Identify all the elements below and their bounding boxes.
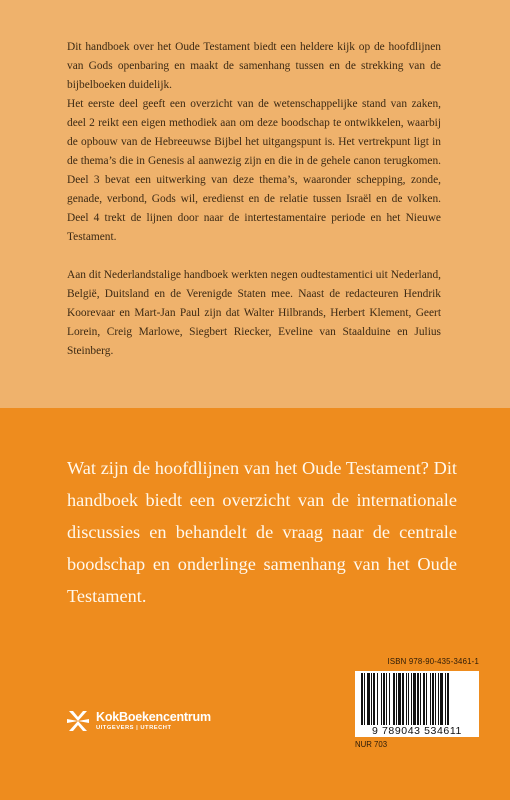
publisher-subtitle: UITGEVERS | UTRECHT — [96, 725, 172, 731]
publisher-name: KokBoekencentrum — [96, 710, 211, 724]
tagline: Wat zijn de hoofdlijnen van het Oude Testament? Dit handboek biedt een overzicht van de internationale discussies en behandelt de vraag naar de centrale boodschap en onderlinge samenhang van het Oude Testament. — [67, 458, 457, 606]
barcode-bar — [367, 673, 370, 725]
barcode-bar — [396, 673, 397, 725]
barcode-bar — [398, 673, 401, 725]
barcode-bar — [377, 673, 378, 725]
barcode-bar — [389, 673, 390, 725]
barcode-digits: 9 789043 534611 — [355, 725, 479, 737]
barcode-bar — [386, 673, 387, 725]
barcode-bar — [408, 673, 409, 725]
blurb-text — [67, 38, 441, 361]
blurb-paragraph-3: Aan dit Nederlandstalige handboek werkten negen oudtestamentici uit Nederland, België, Duitsland en de Verenigde Staten mee. Naast de redacteuren Hendrik Koorevaar en Mart-Jan Paul zijn dat Walter Hilbrands, Herbert Klement, Geert Lorein, Creig Marlowe, Siegbert Riecker, Eveline van Staalduine en Julius Steinberg. — [67, 269, 441, 357]
barcode-bar — [364, 673, 365, 733]
barcode-bar — [361, 673, 363, 733]
barcode-bar — [426, 673, 427, 725]
barcode-bar — [371, 673, 372, 725]
barcode-bar — [402, 673, 404, 725]
barcode-bar — [447, 673, 449, 733]
lower-panel — [0, 408, 510, 800]
publisher-logo — [66, 708, 211, 734]
nur-label: NUR 703 — [355, 740, 388, 749]
barcode-bar — [411, 673, 412, 725]
kok-star-icon — [66, 708, 90, 734]
blurb-paragraph-1: Dit handboek over het Oude Testament biedt een heldere kijk op de hoofdlijnen van Gods openbaring en maakt de samenhang tussen en de strekking van de bijbelboeken duidelijk. — [67, 41, 441, 91]
barcode-bar — [430, 673, 431, 725]
blurb-paragraph-2: Het eerste deel geeft een overzicht van de wetenschappelijke stand van zaken, deel 2 reikt een eigen methodiek aan om deze boodschap te ontwikkelen, waarbij de opbouw van de Hebreeuwse Bijbel het uitgangspunt is. Het vertrekpunt ligt in de thema’s die in Genesis al aanwezig zijn en die in de gehele canon terugkomen. Deel 3 bevat een uitwerking van deze thema’s, waaronder schepping, zonde, genade, verbond, Gods wil, eredienst en de relatie tussen Israël en de volken. Deel 4 trekt de lijnen door naar de intertestamentaire periode en het Nieuwe Testament. — [67, 98, 441, 243]
barcode-bar — [432, 673, 434, 725]
barcode-bar — [440, 673, 443, 725]
barcode-bar — [435, 673, 436, 725]
barcode-bar — [381, 673, 382, 725]
publisher-wordmark — [96, 710, 211, 732]
barcode-block — [355, 657, 479, 750]
barcode-bar — [423, 673, 425, 725]
barcode-bar — [393, 673, 395, 725]
barcode-bar — [438, 673, 439, 725]
barcode-bar — [406, 673, 407, 725]
isbn-label: ISBN 978-90-435-3461-1 — [387, 657, 479, 666]
barcode-bar — [445, 673, 446, 733]
barcode-bar — [383, 673, 385, 725]
barcode-bar — [417, 673, 419, 725]
barcode-bar — [373, 673, 375, 725]
barcode-bar — [413, 673, 416, 725]
barcode — [355, 671, 479, 737]
barcode-bar — [420, 673, 421, 725]
